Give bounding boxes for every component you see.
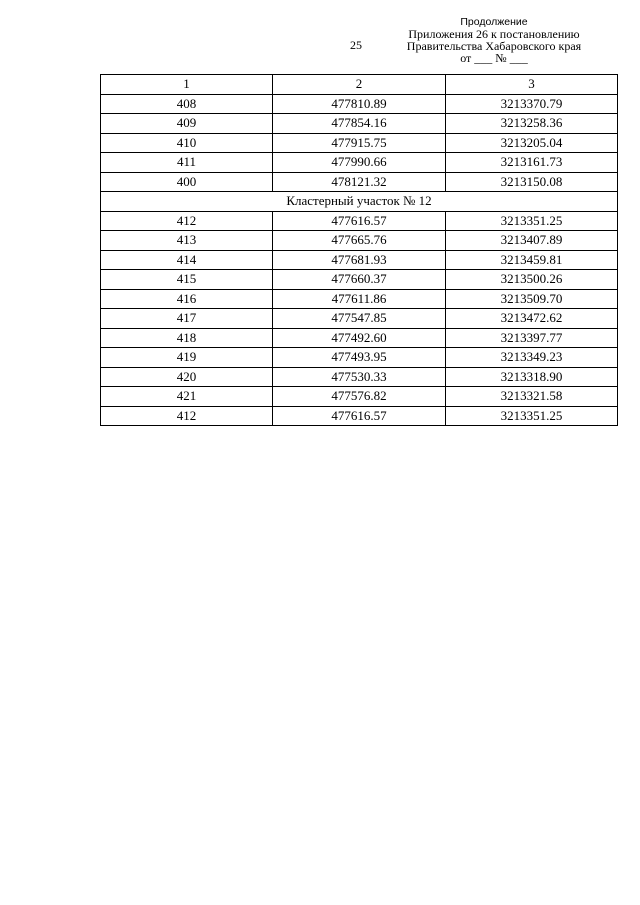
point-number: 409 bbox=[101, 114, 273, 134]
coordinate-x: 477530.33 bbox=[273, 367, 446, 387]
table-row bbox=[101, 270, 618, 290]
coordinate-x: 477665.76 bbox=[273, 231, 446, 251]
coordinate-y: 3213459.81 bbox=[446, 250, 618, 270]
coordinate-y: 3213349.23 bbox=[446, 348, 618, 368]
point-number: 416 bbox=[101, 289, 273, 309]
table-row bbox=[101, 133, 618, 153]
point-number: 400 bbox=[101, 172, 273, 192]
table-row bbox=[101, 367, 618, 387]
coordinate-x: 477493.95 bbox=[273, 348, 446, 368]
coordinate-x: 478121.32 bbox=[273, 172, 446, 192]
coordinate-y: 3213407.89 bbox=[446, 231, 618, 251]
coordinate-y: 3213161.73 bbox=[446, 153, 618, 173]
point-number: 412 bbox=[101, 211, 273, 231]
point-number: 417 bbox=[101, 309, 273, 329]
table-header-row bbox=[101, 75, 618, 95]
table-row bbox=[101, 250, 618, 270]
coordinate-y: 3213370.79 bbox=[446, 94, 618, 114]
coordinate-y: 3213509.70 bbox=[446, 289, 618, 309]
table-row bbox=[101, 289, 618, 309]
table-row bbox=[101, 406, 618, 426]
coordinate-x: 477492.60 bbox=[273, 328, 446, 348]
coordinate-y: 3213258.36 bbox=[446, 114, 618, 134]
continuation-label: Продолжение bbox=[460, 16, 528, 28]
coordinate-x: 477915.75 bbox=[273, 133, 446, 153]
table-row bbox=[101, 94, 618, 114]
coordinate-x: 477810.89 bbox=[273, 94, 446, 114]
point-number: 420 bbox=[101, 367, 273, 387]
coordinate-y: 3213150.08 bbox=[446, 172, 618, 192]
point-number: 413 bbox=[101, 231, 273, 251]
coordinate-y: 3213397.77 bbox=[446, 328, 618, 348]
point-number: 418 bbox=[101, 328, 273, 348]
coordinate-y: 3213318.90 bbox=[446, 367, 618, 387]
table-row bbox=[101, 309, 618, 329]
point-number: 421 bbox=[101, 387, 273, 407]
coordinate-y: 3213321.58 bbox=[446, 387, 618, 407]
point-number: 412 bbox=[101, 406, 273, 426]
table-row bbox=[101, 153, 618, 173]
column-header-x: 2 bbox=[273, 75, 446, 95]
column-header-y: 3 bbox=[446, 75, 618, 95]
table-row bbox=[101, 348, 618, 368]
coordinate-x: 477616.57 bbox=[273, 211, 446, 231]
coordinate-y: 3213205.04 bbox=[446, 133, 618, 153]
coordinate-x: 477854.16 bbox=[273, 114, 446, 134]
table-row bbox=[101, 211, 618, 231]
coordinate-x: 477611.86 bbox=[273, 289, 446, 309]
coordinate-y: 3213500.26 bbox=[446, 270, 618, 290]
page-number: 25 bbox=[350, 38, 362, 52]
coordinate-y: 3213472.62 bbox=[446, 309, 618, 329]
section-title-row bbox=[101, 192, 618, 212]
table-row bbox=[101, 172, 618, 192]
coordinates-table bbox=[100, 74, 618, 426]
table-row bbox=[101, 231, 618, 251]
cluster-section-title: Кластерный участок № 12 bbox=[101, 192, 618, 212]
appendix-header bbox=[374, 16, 614, 64]
point-number: 415 bbox=[101, 270, 273, 290]
point-number: 419 bbox=[101, 348, 273, 368]
point-number: 414 bbox=[101, 250, 273, 270]
coordinate-x: 477547.85 bbox=[273, 309, 446, 329]
coordinate-x: 477660.37 bbox=[273, 270, 446, 290]
coordinate-x: 477616.57 bbox=[273, 406, 446, 426]
point-number: 411 bbox=[101, 153, 273, 173]
point-number: 408 bbox=[101, 94, 273, 114]
point-number: 410 bbox=[101, 133, 273, 153]
table-row bbox=[101, 114, 618, 134]
coordinate-y: 3213351.25 bbox=[446, 406, 618, 426]
coordinate-x: 477681.93 bbox=[273, 250, 446, 270]
table-row bbox=[101, 387, 618, 407]
table-row bbox=[101, 328, 618, 348]
coordinate-x: 477576.82 bbox=[273, 387, 446, 407]
coordinate-x: 477990.66 bbox=[273, 153, 446, 173]
decree-date-number: от ___ № ___ bbox=[460, 51, 528, 65]
appendix-reference: Приложения 26 к постановлению bbox=[408, 27, 580, 41]
column-header-point: 1 bbox=[101, 75, 273, 95]
government-reference: Правительства Хабаровского края bbox=[406, 39, 582, 53]
coordinate-y: 3213351.25 bbox=[446, 211, 618, 231]
